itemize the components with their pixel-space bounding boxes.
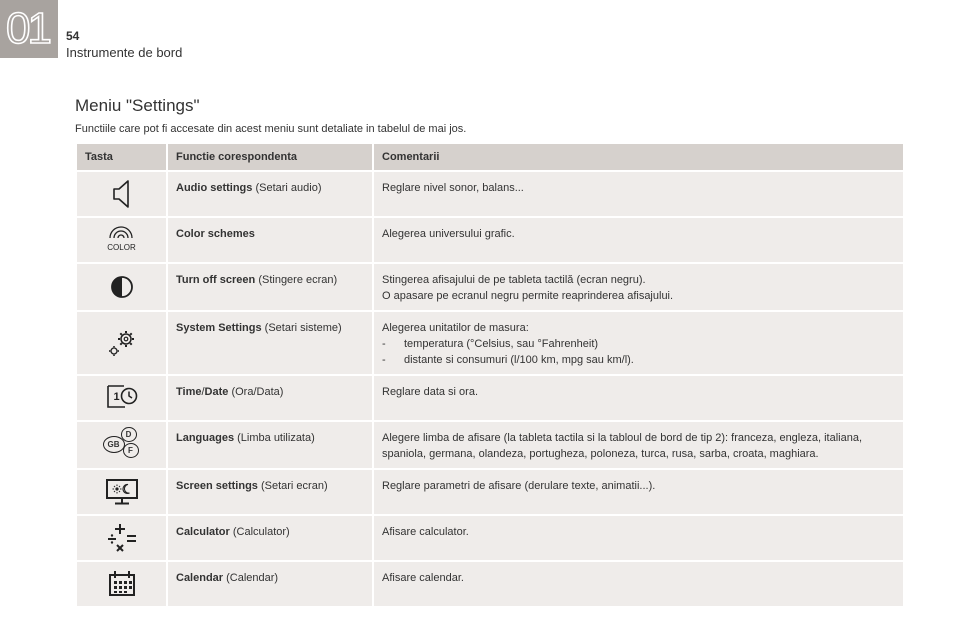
speaker-icon (111, 188, 133, 200)
function-cell: Time/Date (Ora/Data) (167, 375, 373, 421)
comment-cell: Stingerea afisajului de pe tableta tactilă (ecran negru). O apasare pe ecranul negru permite reaprinderea afisajului. (373, 263, 904, 311)
table-row (76, 421, 904, 469)
settings-table (75, 142, 905, 608)
key-cell (76, 561, 167, 607)
function-cell: Calculator (Calculator) (167, 515, 373, 561)
key-cell (76, 515, 167, 561)
lang-bubble-d: D (121, 427, 137, 442)
page-title: Meniu "Settings" (75, 96, 200, 115)
table-row (76, 263, 904, 311)
comment-cell: Reglare data si ora. (373, 375, 904, 421)
table-row (76, 561, 904, 607)
page-number: 54 (66, 29, 80, 43)
function-cell: System Settings (Setari sisteme) (167, 311, 373, 375)
table-header-row (76, 143, 904, 171)
lang-bubble-f: F (123, 443, 139, 458)
comment-cell: Alegerea unitatilor de masura: - temperatura (°Celsius, sau °Fahrenheit) - distante si consumuri (l/100 km, mpg sau km/l). (373, 311, 904, 375)
lang-bubble-gb: GB (103, 436, 125, 453)
table-row (76, 311, 904, 375)
intro-text: Functiile care pot fi accesate din acest meniu sunt detaliate in tabelul de mai jos. (75, 123, 467, 135)
key-cell (76, 263, 167, 311)
table-row (76, 469, 904, 515)
function-cell: Color schemes (167, 217, 373, 263)
comment-cell: Reglare nivel sonor, balans... (373, 171, 904, 217)
function-cell: Calendar (Calendar) (167, 561, 373, 607)
calendar-day-label: 1 (113, 390, 120, 403)
table-row (76, 217, 904, 263)
color-scheme-icon (107, 225, 135, 256)
function-cell: Languages (Limba utilizata) (167, 421, 373, 469)
system-settings-gears-icon (107, 337, 137, 349)
header-comments: Comentarii (373, 143, 904, 171)
header-key: Tasta (76, 143, 167, 171)
key-cell (76, 421, 167, 469)
section-title: Instrumente de bord (66, 45, 183, 60)
header-function: Functie corespondenta (167, 143, 373, 171)
function-cell: Turn off screen (Stingere ecran) (167, 263, 373, 311)
function-cell: Audio settings (Setari audio) (167, 171, 373, 217)
key-cell (76, 311, 167, 375)
comment-cell: Alegere limba de afisare (la tableta tactila si la tabloul de bord de tip 2): franceza, engleza, italiana, spaniola, germana, olandeza, portugheza, poloneza, turca, rusa, sarba, croata, maghiara. (373, 421, 904, 469)
comment-cell: Reglare parametri de afisare (derulare texte, animatii...). (373, 469, 904, 515)
table-row (76, 515, 904, 561)
chapter-number: 01 (6, 4, 49, 53)
key-cell (76, 217, 167, 263)
color-icon-label: COLOR (107, 242, 136, 252)
languages-icon (101, 427, 143, 459)
calendar-icon (107, 578, 137, 590)
chapter-tab (0, 0, 58, 58)
comment-cell: Afisare calendar. (373, 561, 904, 607)
time-date-icon (106, 383, 138, 409)
screen-off-icon (110, 281, 134, 293)
comment-cell: Afisare calculator. (373, 515, 904, 561)
key-cell (76, 171, 167, 217)
table-row (76, 375, 904, 421)
screen-settings-icon (105, 486, 139, 498)
key-cell (76, 375, 167, 421)
table-row (76, 171, 904, 217)
comment-cell: Alegerea universului grafic. (373, 217, 904, 263)
calculator-icon (105, 532, 139, 544)
function-cell: Screen settings (Setari ecran) (167, 469, 373, 515)
key-cell (76, 469, 167, 515)
